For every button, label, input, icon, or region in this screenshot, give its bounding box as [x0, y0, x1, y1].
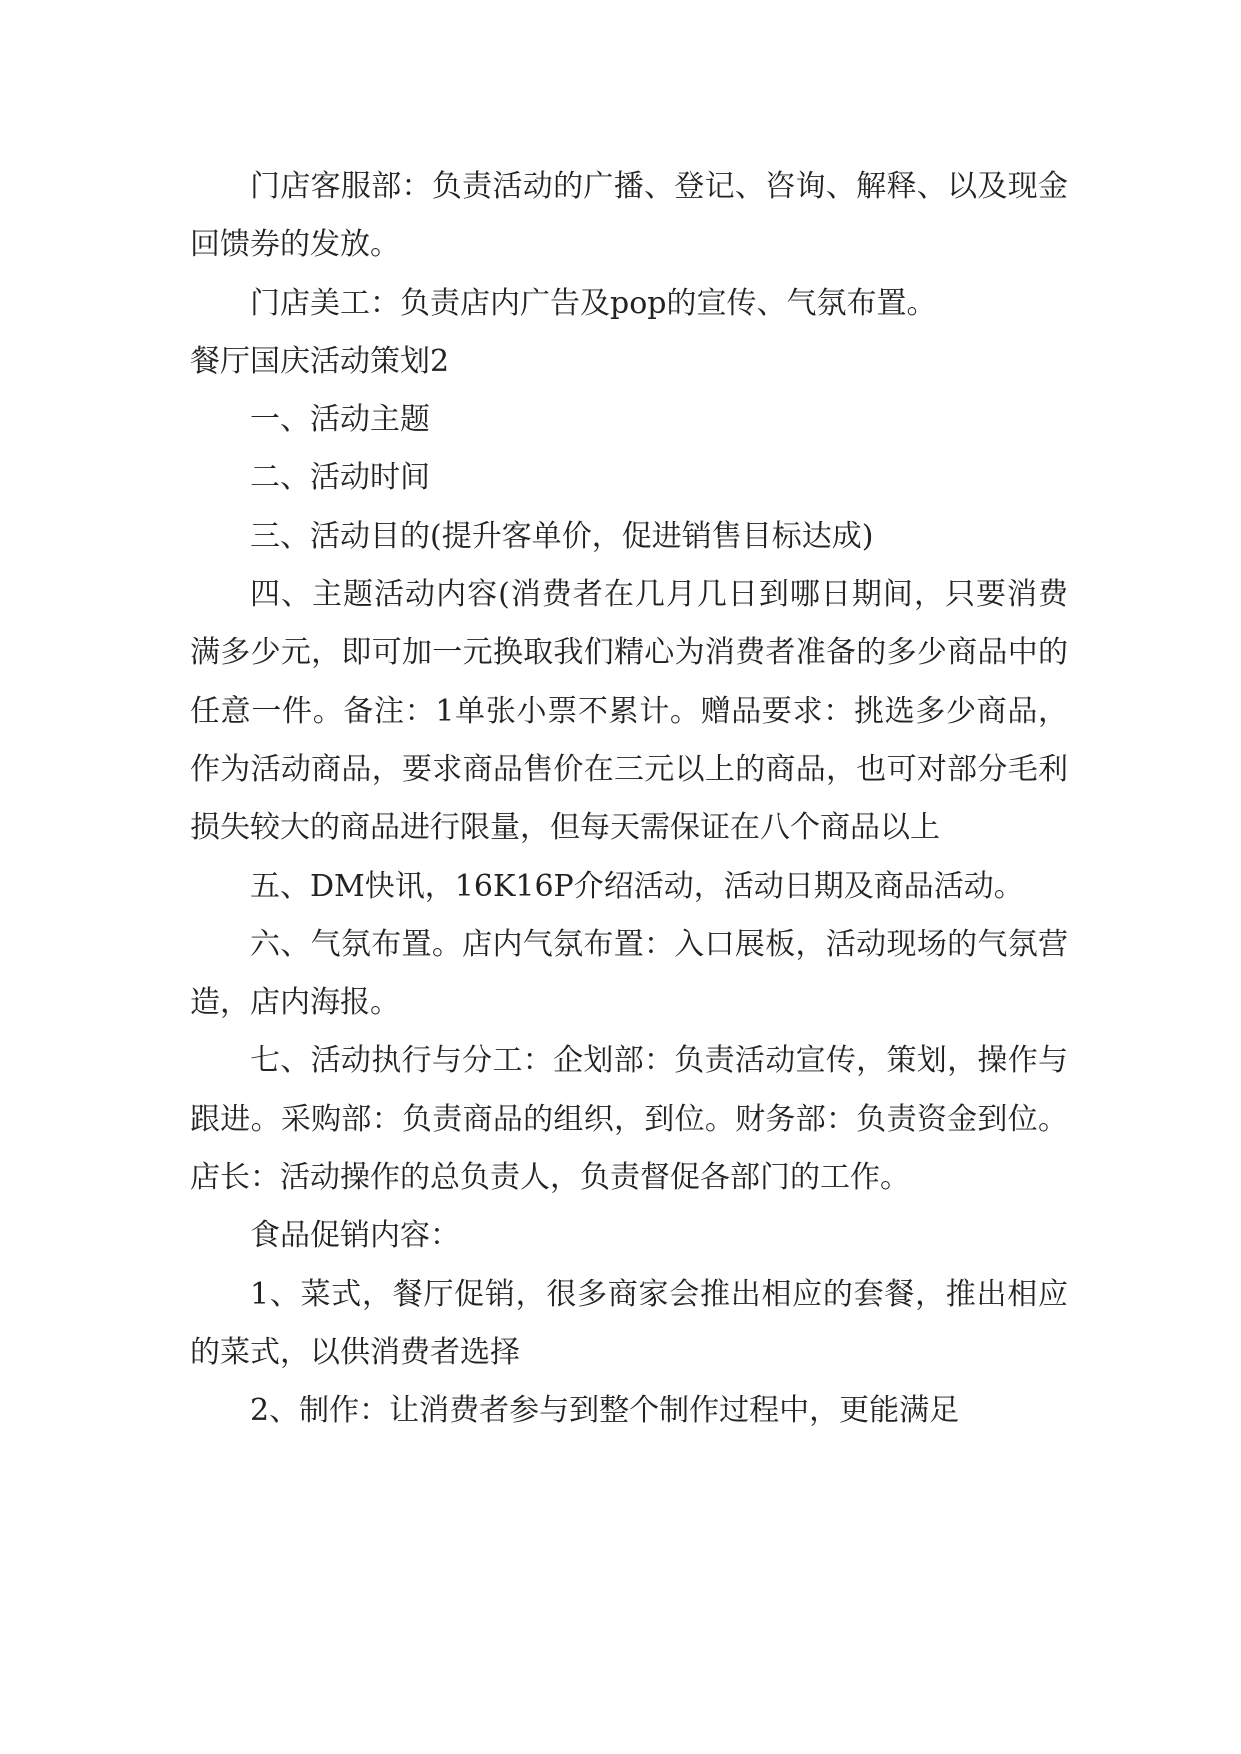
- paragraph-activity-content: 四、主题活动内容(消费者在几月几日到哪日期间，只要消费满多少元，即可加一元换取我们精心为消费者准备的多少商品中的任意一件。备注：1单张小票不累计。赠品要求：挑选多少商品，作为活动商品，要求商品售价在三元以上的商品，也可对部分毛利损失较大的商品进行限量，但每天需保证在八个商品以上: [190, 577, 1068, 846]
- paragraph-atmosphere: 六、气氛布置。店内气氛布置：入口展板，活动现场的气氛营造，店内海报。: [190, 926, 1068, 1021]
- paragraph-execution: 七、活动执行与分工：企划部：负责活动宣传，策划，操作与跟进。采购部：负责商品的组织，到位。财务部：负责资金到位。店长：活动操作的总负责人，负责督促各部门的工作。: [190, 1043, 1068, 1196]
- paragraph-activity-theme: 一、活动主题: [250, 402, 430, 438]
- document-body: [190, 158, 1068, 1441]
- paragraph-dishes: 1、菜式，餐厅促销，很多商家会推出相应的套餐，推出相应的菜式，以供消费者选择: [190, 1276, 1068, 1370]
- paragraph-dm-flyer: 五、DM快讯，16K16P介绍活动，活动日期及商品活动。: [250, 868, 1024, 904]
- section-heading: 餐厅国庆活动策划2: [190, 343, 450, 379]
- paragraph-production: 2、制作：让消费者参与到整个制作过程中，更能满足: [250, 1393, 960, 1429]
- paragraph-food-promo-title: 食品促销内容：: [250, 1218, 460, 1254]
- paragraph-store-art: 门店美工：负责店内广告及pop的宣传、气氛布置。: [250, 285, 937, 321]
- paragraph-store-customer-service: 门店客服部：负责活动的广播、登记、咨询、解释、以及现金回馈券的发放。: [190, 169, 1068, 263]
- paragraph-activity-purpose: 三、活动目的(提升客单价，促进销售目标达成): [250, 518, 874, 554]
- paragraph-activity-time: 二、活动时间: [250, 460, 430, 496]
